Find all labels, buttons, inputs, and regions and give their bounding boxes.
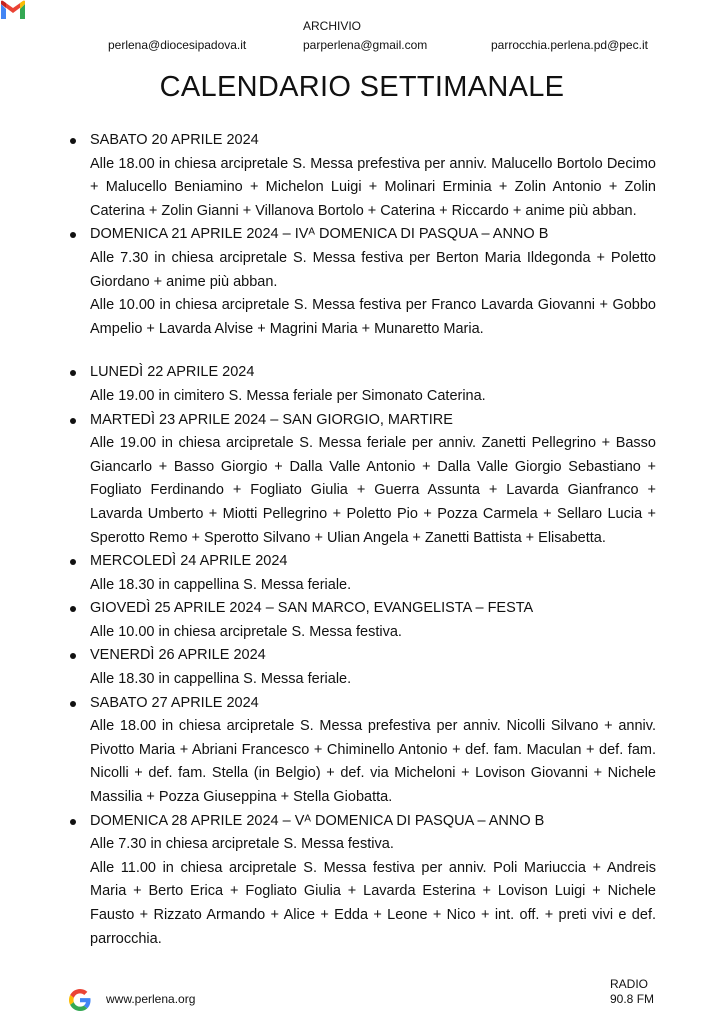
entry-line: Alle 18.00 in chiesa arcipretale S. Messa prefestiva per anniv. Malucello Bortolo Decimo + Malucello Beniamino + Michelon Luigi + Molinari Erminia + Zolin Antonio + Zolin Caterina + Zolin Gianni + Villanova Bortolo + Caterina + Riccardo + anime più abban. [90, 155, 656, 219]
radio-info [610, 977, 654, 1007]
page-title: CALENDARIO SETTIMANALE [159, 71, 565, 103]
entry-heading: MARTEDÌ 23 APRILE 2024 – SAN GIORGIO, MARTIRE [90, 411, 453, 428]
entry-line: Alle 18.00 in chiesa arcipretale S. Messa prefestiva per anniv. Nicolli Silvano + anniv. Pivotto Maria + Abriani Francesco + Chiminello Antonio + def. fam. Maculan + def. fam. Nicolli + def. fam. Stella (in Belgio) + def. via Micheloni + Lovison Giovanni + Nichele Massilia + Pozza Giuseppina + Stella Giobatta. [90, 718, 656, 806]
entry-heading: GIOVEDÌ 25 APRILE 2024 – SAN MARCO, EVANGELISTA – FESTA [90, 600, 534, 617]
entry-line: Alle 7.30 in chiesa arcipretale S. Messa festiva per Berton Maria Ildegonda + Poletto Giordano + anime più abban. [90, 249, 656, 290]
entry-line: Alle 10.00 in chiesa arcipretale S. Messa festiva per Franco Lavarda Giovanni + Gobbo Ampelio + Lavarda Alvise + Magrini Maria + Munaretto Maria. [90, 297, 656, 337]
radio-label: RADIO [610, 977, 649, 991]
entry-line: Alle 7.30 in chiesa arcipretale S. Messa festiva. [90, 836, 394, 853]
email-gmail: parperlena@gmail.com [303, 38, 428, 52]
entry-heading: SABATO 27 APRILE 2024 [90, 694, 259, 711]
entry-line: Alle 19.00 in chiesa arcipretale S. Messa feriale per anniv. Zanetti Pellegrino + Basso Giancarlo + Basso Giorgio + Dalla Valle Antonio + Dalla Valle Giorgio Sebastiano + Fogliato Ferdinando + Fogliato Giulia + Guerra Assunta + Lavarda Gianfranco + Lavarda Umberto + Miotti Pellegrino + Poletto Pio + Pozza Carmela + Sellaro Lucia + Sperotto Remo + Sperotto Silvano + Ulian Angela + Zanetti Battista + Elisabetta. [90, 435, 656, 546]
entry-heading: DOMENICA 28 APRILE 2024 – Vᴬ DOMENICA DI PASQUA – ANNO B [90, 812, 545, 829]
entry-line: Alle 19.00 in cimitero S. Messa feriale per Simonato Caterina. [90, 387, 486, 404]
entry-heading: SABATO 20 APRILE 2024 [90, 132, 259, 148]
entry-heading: MERCOLEDÌ 24 APRILE 2024 [90, 553, 288, 570]
entry-heading: VENERDÌ 26 APRILE 2024 [90, 647, 266, 664]
email-pec: parrocchia.perlena.pd@pec.it [491, 38, 648, 52]
email-diocese: perlena@diocesipadova.it [108, 38, 247, 52]
list-item [70, 223, 656, 341]
list-item [70, 129, 656, 223]
entry-line: Alle 18.30 in cappellina S. Messa feriale. [90, 576, 352, 593]
list-item [70, 550, 656, 597]
entry-line: Alle 11.00 in chiesa arcipretale S. Messa festiva per anniv. Poli Mariuccia + Andreis Maria + Berto Erica + Fogliato Giulia + Lavarda Esterina + Lovison Luigi + Nichele Fausto + Rizzato Armando + Alice + Edda + Leone + Nico + int. off. + preti vivi e def. parrocchia. [90, 859, 656, 947]
gmail-icon [0, 0, 26, 20]
list-item [70, 361, 656, 408]
website-link[interactable]: www.perlena.org [106, 992, 196, 1006]
entry-heading: DOMENICA 21 APRILE 2024 – IVᴬ DOMENICA DI PASQUA – ANNO B [90, 226, 549, 243]
list-item [70, 692, 656, 810]
entry-line: Alle 18.30 in cappellina S. Messa feriale. [90, 671, 352, 688]
list-item [70, 810, 656, 952]
archive-label: ARCHIVIO [303, 19, 362, 33]
radio-frequency: 90.8 FM [610, 992, 655, 1006]
entry-heading: LUNEDÌ 22 APRILE 2024 [90, 364, 255, 381]
spacer [70, 341, 656, 361]
google-icon [69, 989, 91, 1011]
list-item [70, 409, 656, 551]
list-item [70, 644, 656, 691]
list-item [70, 597, 656, 644]
calendar-list [70, 129, 656, 951]
entry-line: Alle 10.00 in chiesa arcipretale S. Messa festiva. [90, 623, 402, 640]
